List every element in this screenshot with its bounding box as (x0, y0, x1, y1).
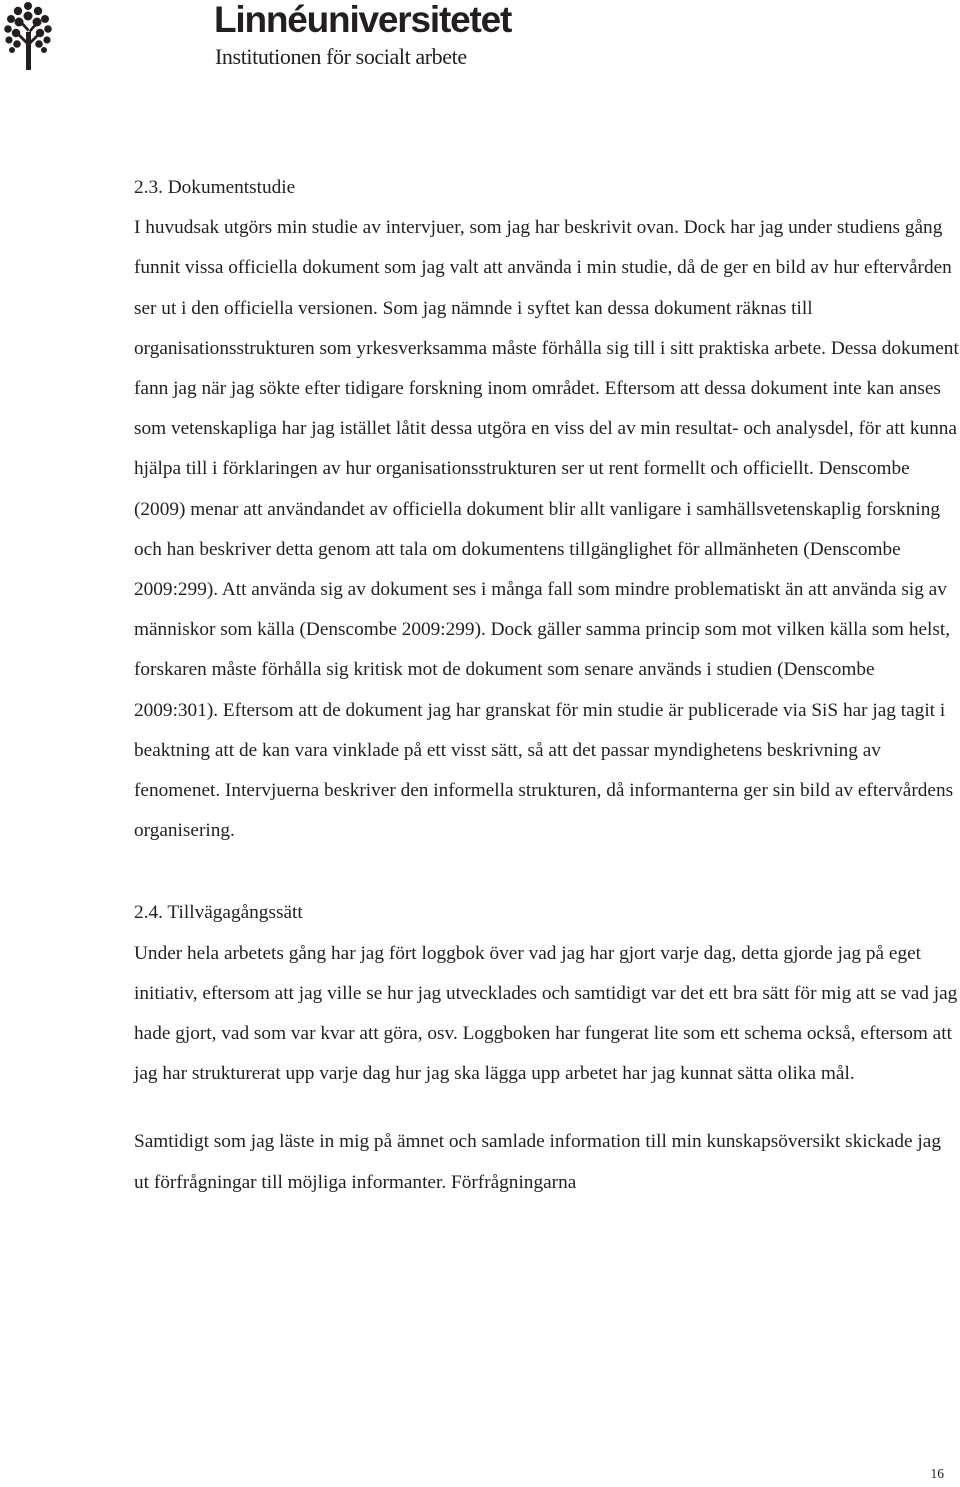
department-name: Institutionen för socialt arbete (215, 44, 467, 69)
page-number: 16 (930, 1466, 944, 1481)
university-name: Linnéuniversitetet (214, 0, 512, 40)
section-tillvagagangssatt (134, 893, 960, 1202)
section-dokumentstudie (134, 168, 960, 851)
tree-icon (4, 2, 54, 70)
body-paragraph: I huvudsak utgörs min studie av intervjuer, som jag har beskrivit ovan. Dock har jag under studiens gång funnit vissa officiella dokument som jag valt att använda i min studie, då de ger en bild av hur eftervården ser ut i den officiella versionen. Som jag nämnde i syftet kan dessa dokument räknas till organisationsstrukturen som yrkesverksamma måste förhålla sig till i sitt praktiska arbete. Dessa dokument fann jag när jag sökte efter tidigare forskning inom området. Eftersom att dessa dokument inte kan anses som vetenskapliga har jag istället låtit dessa utgöra en viss del av min resultat- och analysdel, för att kunna hjälpa till i förklaringen av hur organisationsstrukturen ser ut rent formellt och officiellt. Denscombe (2009) menar att användandet av officiella dokument blir allt vanligare i samhällsvetenskaplig forskning och han beskriver detta genom att tala om dokumentens tillgänglighet för allmänheten (Denscombe 2009:299). Att använda sig av dokument ses i många fall som mindre problematiskt än att använda sig av människor som källa (Denscombe 2009:299). Dock gäller samma princip som mot vilken källa som helst, forskaren måste förhålla sig kritisk mot de dokument som senare används i studien (Denscombe 2009:301). Eftersom att de dokument jag har granskat för min studie är publicerade via SiS har jag tagit i beaktning att de kan vara vinklade på ett visst sätt, så att det passar myndighetens beskrivning av fenomenet. Intervjuerna beskriver den informella strukturen, då informanterna ger sin bild av eftervårdens organisering. (134, 217, 959, 842)
section-heading: 2.4. Tillvägagångssätt (134, 902, 303, 924)
section-spacer (134, 851, 960, 893)
paragraph-spacer (134, 1094, 960, 1122)
document-header (0, 0, 620, 80)
document-body (134, 168, 960, 1203)
body-paragraph: Under hela arbetets gång har jag fört loggbok över vad jag har gjort varje dag, detta gjorde jag på eget initiativ, eftersom att jag ville se hur jag utvecklades och samtidigt var det ett bra sätt för mig att se vad jag hade gjort, vad som var kvar att göra, osv. Loggboken har fungerat lite som ett schema också, eftersom att jag har strukturerat upp varje dag hur jag ska lägga upp arbetet har jag kunnat sätta olika mål. (134, 942, 958, 1085)
body-paragraph: Samtidigt som jag läste in mig på ämnet och samlade information till min kunskapsöversikt skickade jag ut förfrågningar till möjliga informanter. Förfrågningarna (134, 1131, 941, 1193)
section-heading: 2.3. Dokumentstudie (134, 177, 296, 198)
